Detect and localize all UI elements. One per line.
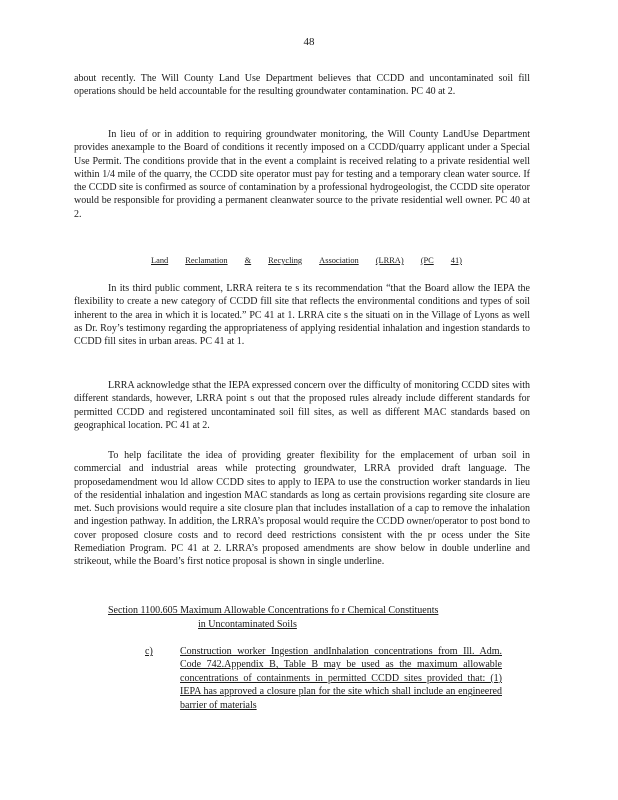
section-heading-line2: in Uncontaminated Soils bbox=[198, 618, 297, 630]
section-heading bbox=[108, 604, 508, 631]
heading-word: Recycling bbox=[268, 256, 303, 265]
paragraph-will-county-conditions: In lieu of or in addition to requiring groundwater monitoring, the Will County LandUse Department provides anexample to the Board of conditions it recently imposed on a CCDD/quarry applicant under a Special Use Permit. The conditions provide that in the event a complaint is received relating to a private residential well within 1/4 mile of the quarry, the CCDD site operator must pay for testing and a temporary clean water source. If the CCDD site is confirmed as source of contamination by a professional hydrogeologist, the CCDD site operator would be responsible for providing a permanent cleanwater source to the private residential well owner. PC 40 at 2. bbox=[74, 129, 530, 220]
heading-word: Association bbox=[319, 256, 359, 265]
lrra-heading bbox=[151, 256, 462, 265]
paragraph-lrra-standards: LRRA acknowledge sthat the IEPA expressed concern over the difficulty of monitoring CCDD sites with different standards, however, LRRA point s out that the proposed rules already include different standards for permitted CCDD and registered uncontaminated soil fill sites, as well as different MAC standards based on geographical location. PC 41 at 2. bbox=[74, 380, 530, 431]
subsection-text: Construction worker Ingestion andInhalation concentrations from Ill. Adm. Code 742.Appendix B, Table B may be used as the maximum allowable concentrations of containments in permitted CCDD sites provided that: (1) IEPA has approved a closure plan for the site which shall include an engineered barrier of materials bbox=[180, 646, 502, 711]
section-heading-line1: Section 1100.605 Maximum Allowable Concentrations fo r Chemical Constituents bbox=[108, 605, 439, 616]
heading-word: (PC bbox=[420, 256, 434, 265]
paragraph-lrra-third-comment: In its third public comment, LRRA reitera te s its recommendation “that the Board allow the IEPA the flexibility to create a new category of CCDD fill site that reflects the environmental conditions and types of soil inherent to the area in which it is located.” PC 41 at 1. LRRA cite s the situati on in the Village of Lyons as well as Dr. Roy’s testimony regarding the appropriateness of applying residential inhalation and ingestion standards to CCDD fill sites in urban areas. PC 41 at 1. bbox=[74, 283, 530, 348]
heading-word: Reclamation bbox=[185, 256, 228, 265]
heading-word: (LRRA) bbox=[375, 256, 404, 265]
page-number: 48 bbox=[303, 36, 315, 48]
heading-word: 41) bbox=[450, 256, 462, 265]
subsection-marker: c) bbox=[145, 646, 153, 657]
heading-word: & bbox=[244, 256, 252, 265]
paragraph-lrra-draft-language: To help facilitate the idea of providing greater flexibility for the emplacement of urban soil in commercial and industrial areas while protecting groundwater, LRRA provided draft language. The proposedamendment wou ld allow CCDD sites to apply to IEPA to use the construction worker standards in lieu of the residential inhalation and ingestion MAC standards as long as certain provisions regarding site closure are met. Such provisions would require a site closure plan that includes installation of a cap to remove the inhalation and ingestion pathway. In addition, the LRRA’s proposal would require the CCDD owner/operator to post bond to cover proposed closure costs and to record deed restrictions consistent with the pr ocess under the Site Remediation Program. PC 41 at 2. LRRA’s proposed amendments are show below in double underline and strikeout, while the Board’s first notice proposal is shown in single underline. bbox=[74, 450, 530, 568]
heading-word: Land bbox=[151, 256, 169, 265]
paragraph-will-county-accountability: about recently. The Will County Land Use Department believes that CCDD and uncontaminated soil fill operations should be held accountable for the resulting groundwater contamination. PC 40 at 2. bbox=[74, 73, 530, 98]
